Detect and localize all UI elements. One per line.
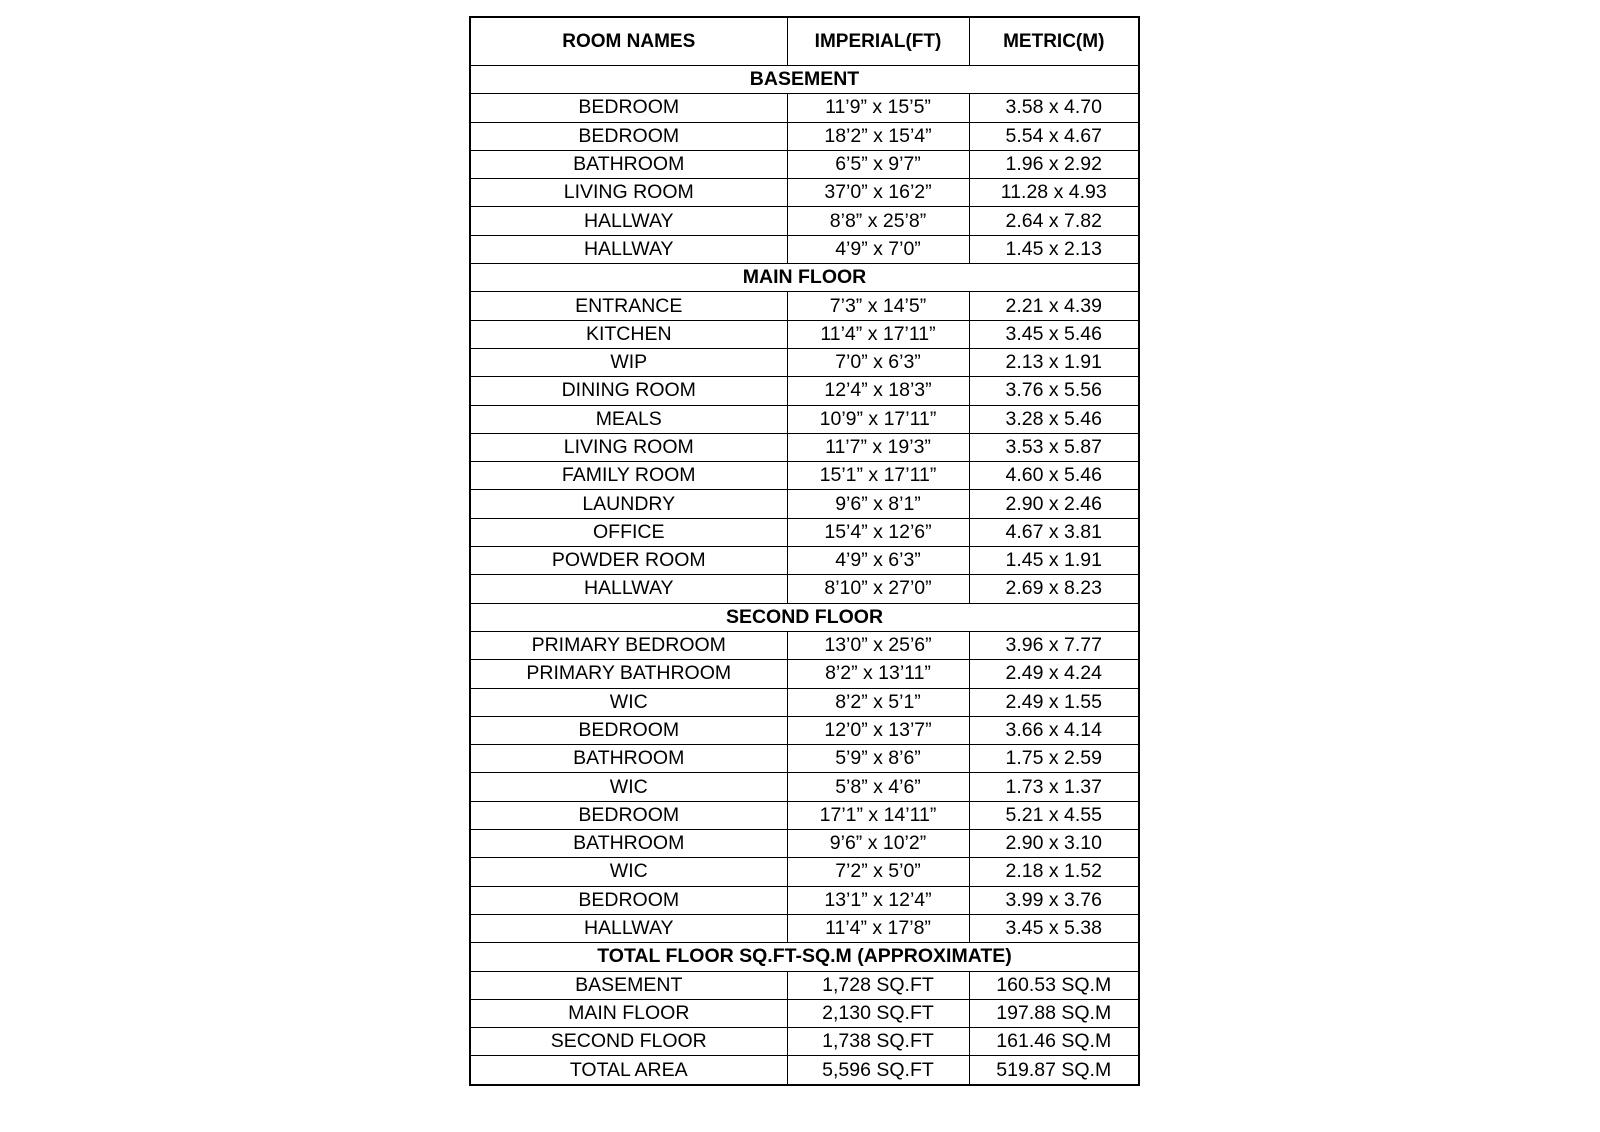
room-name-cell: HALLWAY xyxy=(470,575,787,603)
metric-size-cell: 3.66 x 4.14 xyxy=(969,716,1139,744)
imperial-size-cell: 5,596 SQ.FT xyxy=(787,1056,969,1085)
imperial-size-cell: 17’1” x 14’11” xyxy=(787,801,969,829)
imperial-size-cell: 37’0” x 16’2” xyxy=(787,179,969,207)
room-name-cell: BATHROOM xyxy=(470,745,787,773)
imperial-size-cell: 5’9” x 8’6” xyxy=(787,745,969,773)
metric-size-cell: 3.28 x 5.46 xyxy=(969,405,1139,433)
imperial-size-cell: 1,728 SQ.FT xyxy=(787,971,969,999)
imperial-size-cell: 11’7” x 19’3” xyxy=(787,433,969,461)
room-name-cell: OFFICE xyxy=(470,518,787,546)
table-row xyxy=(470,631,1139,659)
table-header xyxy=(470,17,1139,66)
imperial-size-cell: 6’5” x 9’7” xyxy=(787,150,969,178)
metric-size-cell: 5.54 x 4.67 xyxy=(969,122,1139,150)
room-name-cell: DINING ROOM xyxy=(470,377,787,405)
room-name-cell: BEDROOM xyxy=(470,886,787,914)
room-name-cell: PRIMARY BATHROOM xyxy=(470,660,787,688)
table-row xyxy=(470,377,1139,405)
room-name-cell: ENTRANCE xyxy=(470,292,787,320)
imperial-size-cell: 8’10” x 27’0” xyxy=(787,575,969,603)
imperial-size-cell: 4’9” x 6’3” xyxy=(787,547,969,575)
table-row xyxy=(470,490,1139,518)
imperial-size-cell: 13’0” x 25’6” xyxy=(787,631,969,659)
metric-size-cell: 2.64 x 7.82 xyxy=(969,207,1139,235)
section-heading: MAIN FLOOR xyxy=(470,264,1139,292)
metric-size-cell: 1.96 x 2.92 xyxy=(969,150,1139,178)
metric-size-cell: 1.45 x 2.13 xyxy=(969,235,1139,263)
table-row xyxy=(470,830,1139,858)
table-row xyxy=(470,547,1139,575)
room-name-cell: HALLWAY xyxy=(470,235,787,263)
imperial-size-cell: 9’6” x 8’1” xyxy=(787,490,969,518)
header-room-names: ROOM NAMES xyxy=(470,17,787,66)
table-row xyxy=(470,179,1139,207)
room-name-cell: WIC xyxy=(470,858,787,886)
imperial-size-cell: 1,738 SQ.FT xyxy=(787,1028,969,1056)
table-row xyxy=(470,745,1139,773)
section-heading: SECOND FLOOR xyxy=(470,603,1139,631)
imperial-size-cell: 15’4” x 12’6” xyxy=(787,518,969,546)
room-name-cell: PRIMARY BEDROOM xyxy=(470,631,787,659)
room-name-cell: SECOND FLOOR xyxy=(470,1028,787,1056)
section-row xyxy=(470,264,1139,292)
table-row xyxy=(470,518,1139,546)
metric-size-cell: 4.60 x 5.46 xyxy=(969,462,1139,490)
room-name-cell: HALLWAY xyxy=(470,207,787,235)
room-name-cell: POWDER ROOM xyxy=(470,547,787,575)
header-metric: METRIC(M) xyxy=(969,17,1139,66)
imperial-size-cell: 11’4” x 17’11” xyxy=(787,320,969,348)
room-name-cell: MEALS xyxy=(470,405,787,433)
table-row xyxy=(470,914,1139,942)
metric-size-cell: 197.88 SQ.M xyxy=(969,999,1139,1027)
metric-size-cell: 3.96 x 7.77 xyxy=(969,631,1139,659)
room-name-cell: BATHROOM xyxy=(470,830,787,858)
section-row xyxy=(470,66,1139,94)
room-name-cell: BEDROOM xyxy=(470,801,787,829)
header-imperial: IMPERIAL(FT) xyxy=(787,17,969,66)
metric-size-cell: 1.75 x 2.59 xyxy=(969,745,1139,773)
metric-size-cell: 161.46 SQ.M xyxy=(969,1028,1139,1056)
metric-size-cell: 11.28 x 4.93 xyxy=(969,179,1139,207)
metric-size-cell: 2.21 x 4.39 xyxy=(969,292,1139,320)
room-name-cell: HALLWAY xyxy=(470,914,787,942)
imperial-size-cell: 7’3” x 14’5” xyxy=(787,292,969,320)
table-row xyxy=(470,235,1139,263)
metric-size-cell: 3.58 x 4.70 xyxy=(969,94,1139,122)
table-row xyxy=(470,1056,1139,1085)
metric-size-cell: 3.53 x 5.87 xyxy=(969,433,1139,461)
room-name-cell: KITCHEN xyxy=(470,320,787,348)
imperial-size-cell: 2,130 SQ.FT xyxy=(787,999,969,1027)
imperial-size-cell: 5’8” x 4’6” xyxy=(787,773,969,801)
imperial-size-cell: 12’4” x 18’3” xyxy=(787,377,969,405)
imperial-size-cell: 11’4” x 17’8” xyxy=(787,914,969,942)
room-name-cell: MAIN FLOOR xyxy=(470,999,787,1027)
table-row xyxy=(470,801,1139,829)
table-row xyxy=(470,292,1139,320)
metric-size-cell: 2.90 x 2.46 xyxy=(969,490,1139,518)
metric-size-cell: 2.49 x 1.55 xyxy=(969,688,1139,716)
metric-size-cell: 160.53 SQ.M xyxy=(969,971,1139,999)
imperial-size-cell: 8’2” x 13’11” xyxy=(787,660,969,688)
room-name-cell: BEDROOM xyxy=(470,122,787,150)
table-row xyxy=(470,886,1139,914)
imperial-size-cell: 4’9” x 7’0” xyxy=(787,235,969,263)
section-row xyxy=(470,943,1139,971)
imperial-size-cell: 11’9” x 15’5” xyxy=(787,94,969,122)
room-dimensions-table xyxy=(469,16,1140,1086)
imperial-size-cell: 7’2” x 5’0” xyxy=(787,858,969,886)
table-row xyxy=(470,320,1139,348)
room-name-cell: WIC xyxy=(470,773,787,801)
section-heading: TOTAL FLOOR SQ.FT-SQ.M (APPROXIMATE) xyxy=(470,943,1139,971)
room-name-cell: FAMILY ROOM xyxy=(470,462,787,490)
room-name-cell: BEDROOM xyxy=(470,716,787,744)
imperial-size-cell: 8’8” x 25’8” xyxy=(787,207,969,235)
metric-size-cell: 3.76 x 5.56 xyxy=(969,377,1139,405)
table-row xyxy=(470,94,1139,122)
table-row xyxy=(470,1028,1139,1056)
metric-size-cell: 2.90 x 3.10 xyxy=(969,830,1139,858)
table-row xyxy=(470,348,1139,376)
room-name-cell: BATHROOM xyxy=(470,150,787,178)
metric-size-cell: 3.99 x 3.76 xyxy=(969,886,1139,914)
imperial-size-cell: 7’0” x 6’3” xyxy=(787,348,969,376)
imperial-size-cell: 13’1” x 12’4” xyxy=(787,886,969,914)
table-body xyxy=(470,66,1139,1085)
metric-size-cell: 1.45 x 1.91 xyxy=(969,547,1139,575)
table-row xyxy=(470,688,1139,716)
metric-size-cell: 3.45 x 5.38 xyxy=(969,914,1139,942)
metric-size-cell: 2.49 x 4.24 xyxy=(969,660,1139,688)
room-name-cell: TOTAL AREA xyxy=(470,1056,787,1085)
table-row xyxy=(470,999,1139,1027)
section-row xyxy=(470,603,1139,631)
room-name-cell: BASEMENT xyxy=(470,971,787,999)
metric-size-cell: 1.73 x 1.37 xyxy=(969,773,1139,801)
room-name-cell: LIVING ROOM xyxy=(470,433,787,461)
table-row xyxy=(470,575,1139,603)
table-row xyxy=(470,773,1139,801)
metric-size-cell: 2.18 x 1.52 xyxy=(969,858,1139,886)
table-row xyxy=(470,462,1139,490)
room-name-cell: LIVING ROOM xyxy=(470,179,787,207)
room-name-cell: BEDROOM xyxy=(470,94,787,122)
table-row xyxy=(470,660,1139,688)
section-heading: BASEMENT xyxy=(470,66,1139,94)
metric-size-cell: 519.87 SQ.M xyxy=(969,1056,1139,1085)
room-name-cell: WIC xyxy=(470,688,787,716)
table-row xyxy=(470,150,1139,178)
imperial-size-cell: 12’0” x 13’7” xyxy=(787,716,969,744)
metric-size-cell: 2.69 x 8.23 xyxy=(969,575,1139,603)
imperial-size-cell: 10’9” x 17’11” xyxy=(787,405,969,433)
metric-size-cell: 4.67 x 3.81 xyxy=(969,518,1139,546)
room-name-cell: LAUNDRY xyxy=(470,490,787,518)
imperial-size-cell: 15’1” x 17’11” xyxy=(787,462,969,490)
table-row xyxy=(470,122,1139,150)
room-name-cell: WIP xyxy=(470,348,787,376)
table-row xyxy=(470,971,1139,999)
imperial-size-cell: 8’2” x 5’1” xyxy=(787,688,969,716)
header-row xyxy=(470,17,1139,66)
table-row xyxy=(470,405,1139,433)
metric-size-cell: 3.45 x 5.46 xyxy=(969,320,1139,348)
table-row xyxy=(470,207,1139,235)
table-row xyxy=(470,716,1139,744)
metric-size-cell: 5.21 x 4.55 xyxy=(969,801,1139,829)
table-row xyxy=(470,858,1139,886)
metric-size-cell: 2.13 x 1.91 xyxy=(969,348,1139,376)
imperial-size-cell: 18’2” x 15’4” xyxy=(787,122,969,150)
table-row xyxy=(470,433,1139,461)
imperial-size-cell: 9’6” x 10’2” xyxy=(787,830,969,858)
